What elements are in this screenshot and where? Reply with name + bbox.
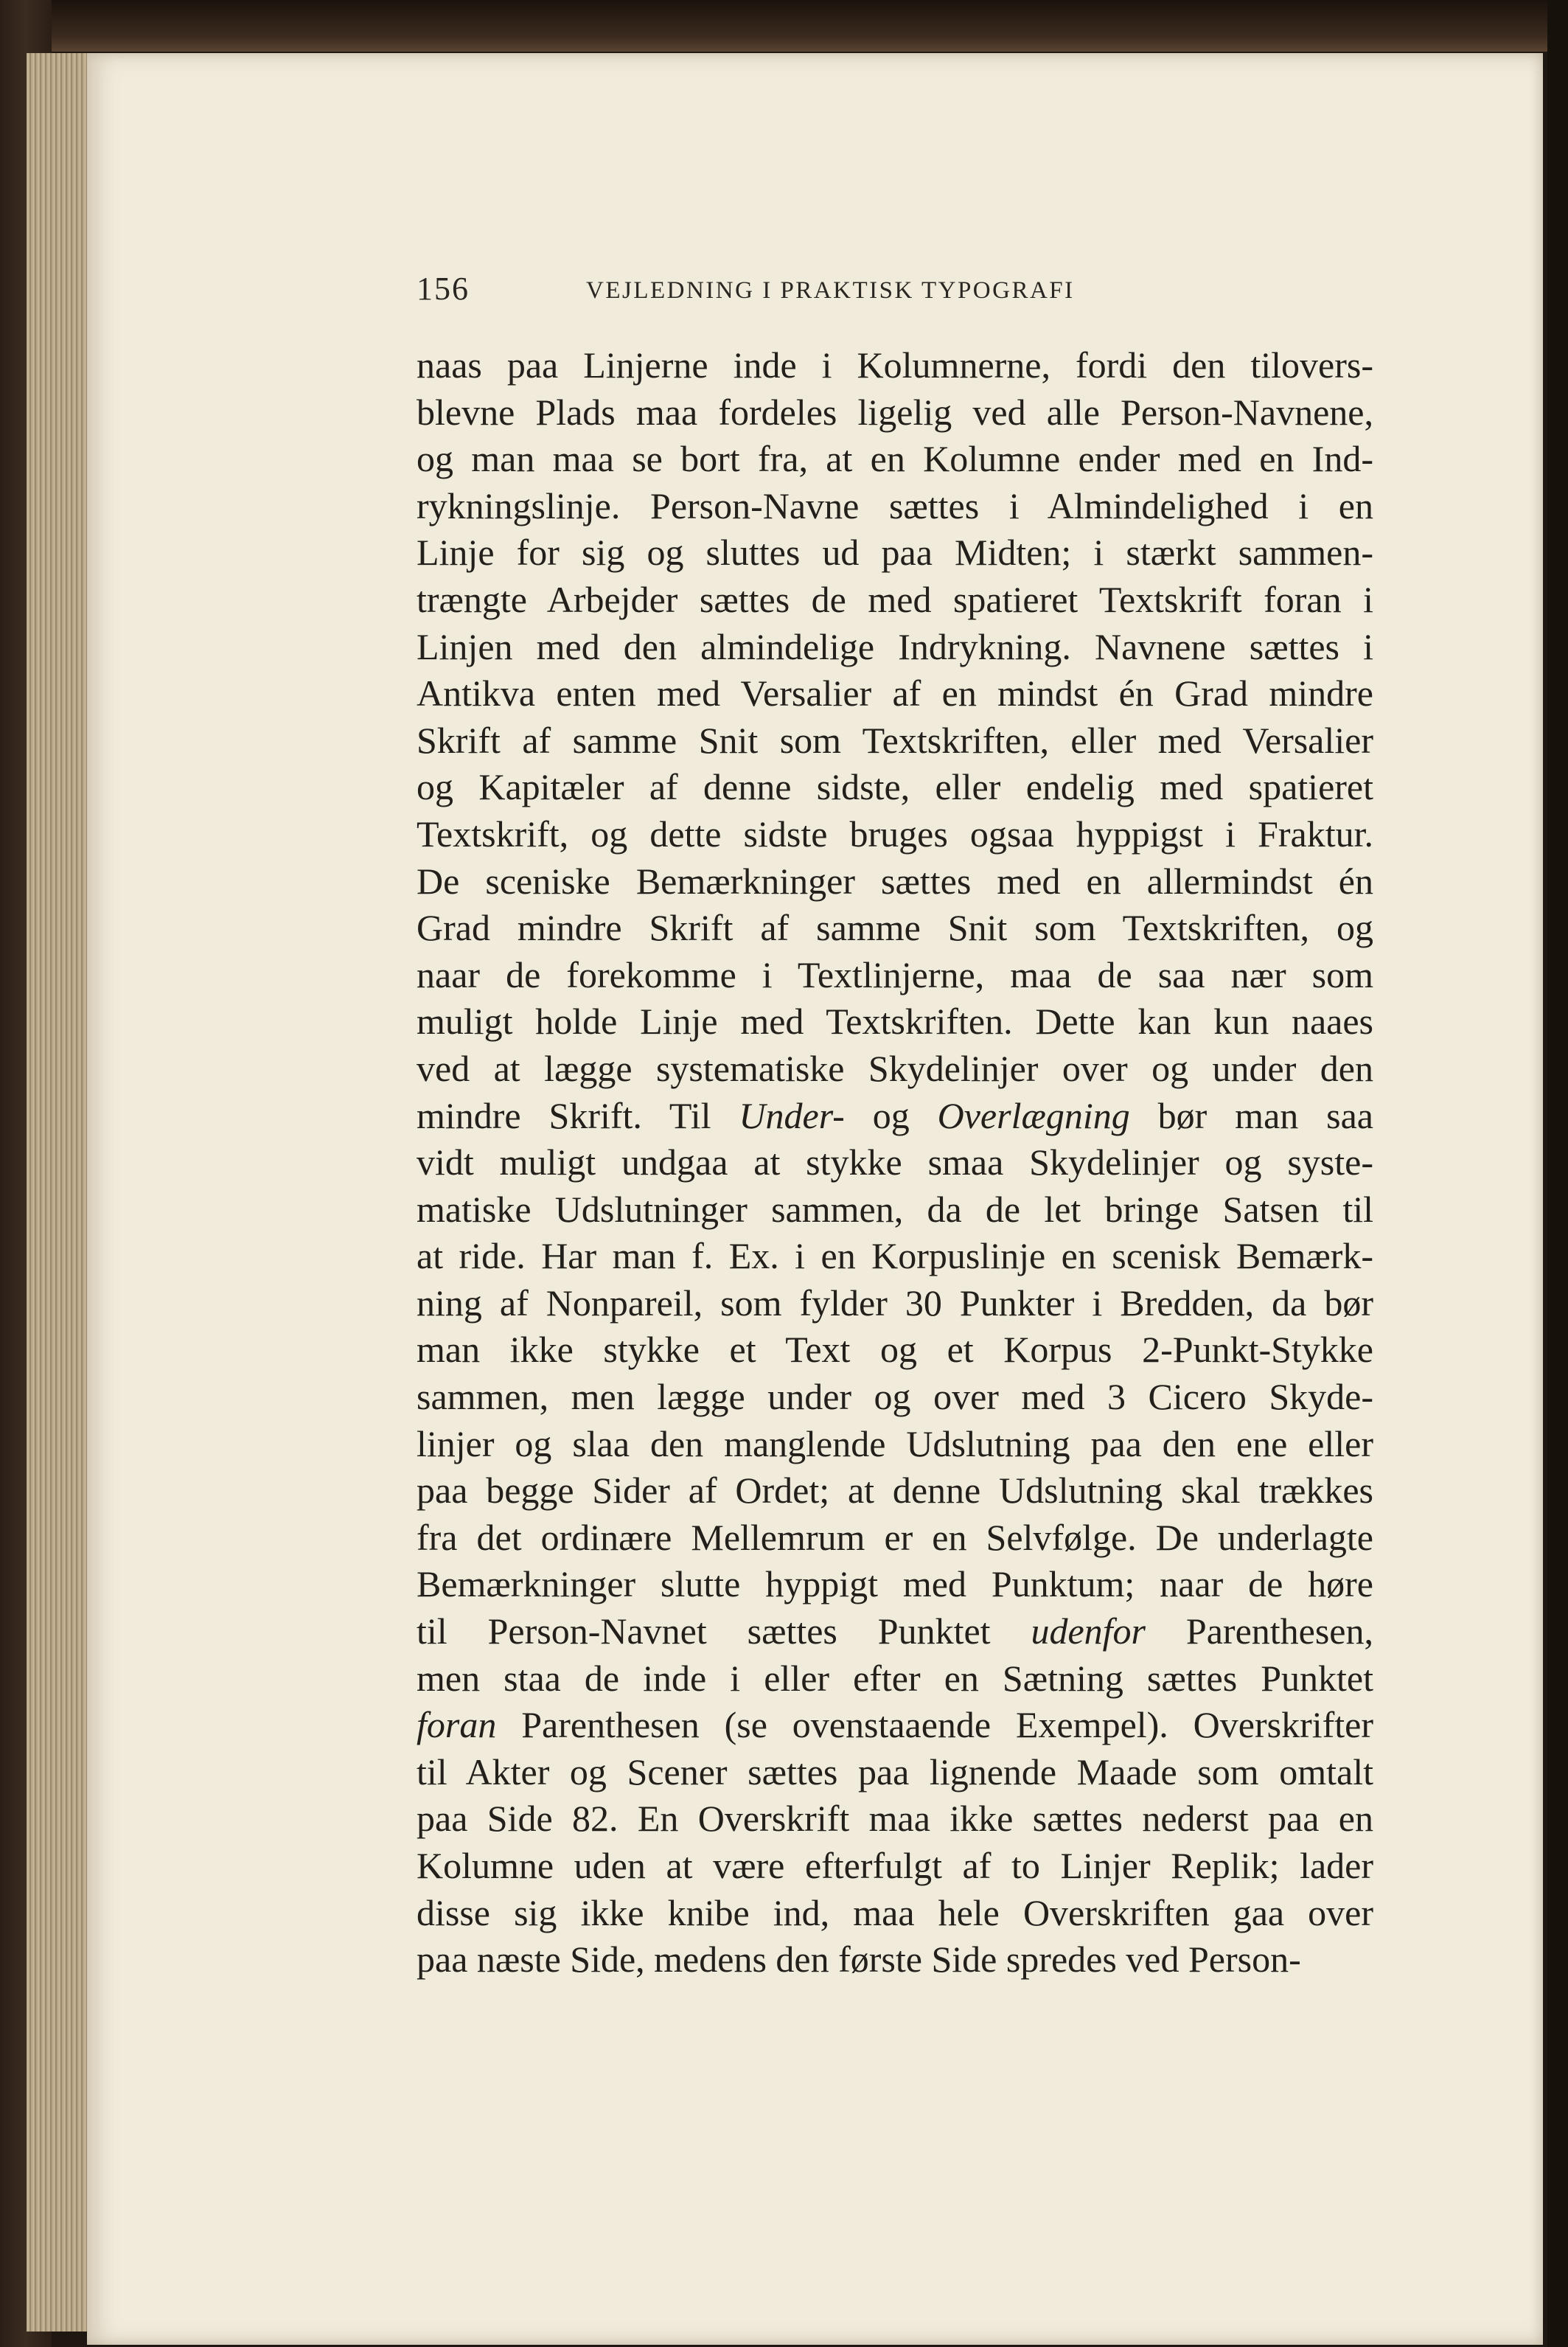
running-head xyxy=(417,267,1390,319)
text-segment: naas paa Linjerne inde i Kolumnerne, fordi den tilovers- xyxy=(417,344,1373,386)
page-number: 156 xyxy=(417,271,470,307)
text-segment: og xyxy=(844,1094,938,1136)
text-segment: Bemærkninger slutte hyppigt med Punktum; naar de høre xyxy=(417,1563,1373,1605)
text-segment: De sceniske Bemærkninger sættes med en allermindst én xyxy=(417,860,1373,902)
text-segment: Parenthesen (se ovenstaaende Exempel). Overskrifter xyxy=(496,1704,1373,1746)
running-title: VEJLEDNING I PRAKTISK TYPOGRAFI xyxy=(586,277,1075,304)
text-line xyxy=(417,483,1373,530)
text-line xyxy=(417,436,1373,483)
text-line xyxy=(417,1280,1373,1327)
text-segment: linjer og slaa den manglende Udslutning paa den ene eller xyxy=(417,1422,1373,1464)
text-segment: at ride. Har man f. Ex. i en Korpuslinje en scenisk Bemærk- xyxy=(417,1235,1373,1277)
text-line xyxy=(417,1467,1373,1515)
text-line xyxy=(417,764,1373,811)
italic-term: udenfor xyxy=(1031,1610,1146,1652)
text-segment: til Akter og Scener sættes paa lignende Maade som omtalt xyxy=(417,1750,1373,1793)
text-line xyxy=(417,1374,1373,1421)
text-segment: ning af Nonpareil, som fylder 30 Punkter i Bredden, da bør xyxy=(417,1282,1373,1324)
text-line xyxy=(417,1795,1373,1843)
text-line xyxy=(417,1515,1373,1562)
text-segment: man ikke stykke et Text og et Korpus 2-Punkt-Stykke xyxy=(417,1329,1373,1371)
text-line xyxy=(417,1890,1373,1937)
text-segment: Kolumne uden at være efterfulgt af to Linjer Replik; lader xyxy=(417,1845,1373,1886)
text-line xyxy=(417,1608,1373,1655)
text-segment: Linjen med den almindelige Indrykning. Navnene sættes i xyxy=(417,625,1373,667)
text-line xyxy=(417,389,1373,437)
text-segment: og man maa se bort fra, at en Kolumne ender med en Ind- xyxy=(417,438,1373,480)
text-line xyxy=(417,1093,1373,1140)
text-segment: naar de forekomme i Textlinjerne, maa de saa nær som xyxy=(417,953,1373,995)
page-stack-edge xyxy=(27,53,93,2332)
text-line xyxy=(417,1046,1373,1093)
text-line xyxy=(417,1327,1373,1374)
text-segment: Grad mindre Skrift af samme Snit som Textskriften, og xyxy=(417,907,1373,949)
italic-term: Overlægning xyxy=(937,1094,1130,1136)
text-line xyxy=(417,1702,1373,1749)
text-segment: trængte Arbejder sættes de med spatieret Textskrift foran i xyxy=(417,578,1373,620)
text-segment: bør man saa xyxy=(1129,1094,1374,1136)
text-line xyxy=(417,717,1373,765)
text-line xyxy=(417,998,1373,1046)
text-line xyxy=(417,577,1373,624)
text-segment: Antikva enten med Versalier af en mindst én Grad mindre xyxy=(417,672,1373,714)
text-segment: blevne Plads maa fordeles ligelig ved alle Person-Navnene, xyxy=(417,391,1373,433)
text-line xyxy=(417,1139,1373,1186)
text-segment: paa Side 82. En Overskrift maa ikke sættes nederst paa en xyxy=(417,1798,1373,1840)
text-segment: paa begge Sider af Ordet; at denne Udslutning skal trækkes xyxy=(417,1470,1373,1512)
text-line xyxy=(417,624,1373,671)
text-line xyxy=(417,342,1373,389)
text-line xyxy=(417,1561,1373,1608)
text-line xyxy=(417,1749,1373,1796)
text-line xyxy=(417,1936,1373,1983)
text-line xyxy=(417,858,1373,905)
text-segment: disse sig ikke knibe ind, maa hele Overskriften gaa over xyxy=(417,1891,1373,1933)
text-line xyxy=(417,1233,1373,1280)
text-segment: vidt muligt undgaa at stykke smaa Skydelinjer og syste- xyxy=(417,1141,1373,1183)
text-segment: sammen, men lægge under og over med 3 Cicero Skyde- xyxy=(417,1376,1373,1418)
text-line xyxy=(417,529,1373,577)
text-segment: rykningslinje. Person-Navne sættes i Almindelighed i en xyxy=(417,484,1373,526)
body-text xyxy=(417,342,1373,1983)
text-line xyxy=(417,670,1373,717)
text-line xyxy=(417,1655,1373,1703)
text-segment: fra det ordinære Mellemrum er en Selvfølge. De underlagte xyxy=(417,1516,1373,1558)
text-segment: Skrift af samme Snit som Textskriften, eller med Versalier xyxy=(417,719,1373,761)
text-line xyxy=(417,811,1373,858)
text-segment: Linje for sig og sluttes ud paa Midten; i stærkt sammen- xyxy=(417,532,1373,574)
text-segment: paa næste Side, medens den første Side spredes ved Person- xyxy=(417,1939,1301,1981)
text-segment: muligt holde Linje med Textskriften. Dette kan kun naaes xyxy=(417,1001,1373,1043)
text-segment: matiske Udslutninger sammen, da de let bringe Satsen til xyxy=(417,1188,1373,1230)
book-edge-top xyxy=(0,0,1568,52)
text-segment: men staa de inde i eller efter en Sætning sættes Punktet xyxy=(417,1657,1373,1699)
text-segment: og Kapitæler af denne sidste, eller endelig med spatieret xyxy=(417,766,1373,808)
text-segment: Parenthesen, xyxy=(1146,1610,1373,1652)
italic-term: Under- xyxy=(739,1094,845,1136)
italic-term: foran xyxy=(417,1704,497,1746)
text-line xyxy=(417,1843,1373,1890)
text-segment: Textskrift, og dette sidste bruges ogsaa hyppigst i Fraktur. xyxy=(417,813,1373,855)
text-line xyxy=(417,1421,1373,1468)
text-line xyxy=(417,1186,1373,1234)
text-segment: mindre Skrift. Til xyxy=(417,1094,739,1136)
text-segment: ved at lægge systematiske Skydelinjer over og under den xyxy=(417,1047,1373,1089)
text-segment: til Person-Navnet sættes Punktet xyxy=(417,1610,1031,1652)
book-edge-right xyxy=(1547,0,1568,2347)
text-line xyxy=(417,905,1373,952)
text-line xyxy=(417,952,1373,999)
